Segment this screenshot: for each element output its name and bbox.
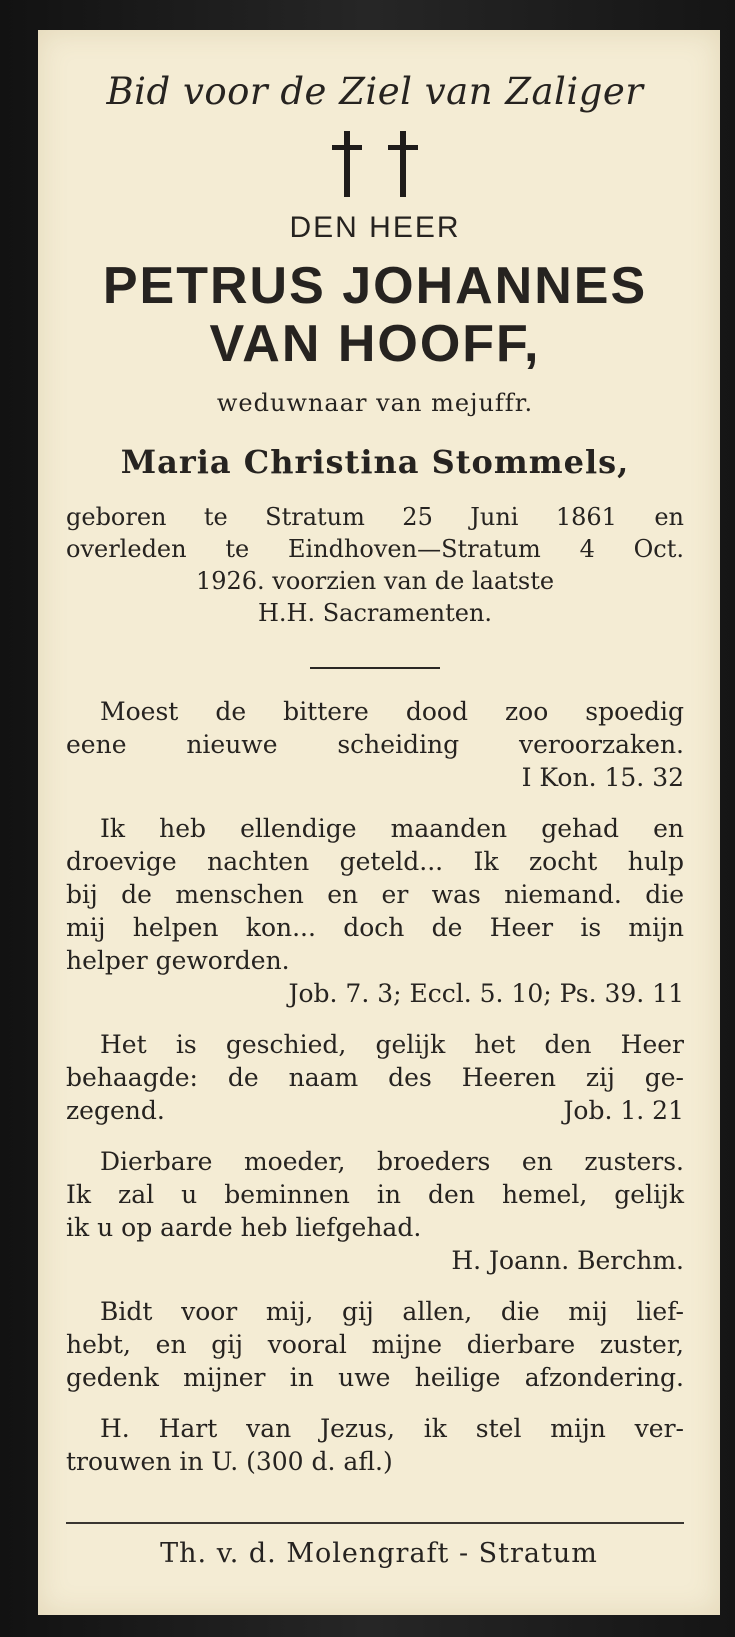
verse-line: Dierbare moeder, broeders en zusters. — [100, 1147, 684, 1176]
verse-line: mij helpen kon... doch de Heer is mijn — [66, 913, 684, 942]
verse — [66, 695, 684, 794]
verse — [66, 812, 684, 1010]
verse-line: gedenk mijner in uwe heilige afzondering. — [66, 1363, 684, 1392]
deceased-name-line-2: VAN HOOFF, — [209, 315, 541, 373]
birth-death-dates — [66, 501, 684, 629]
deceased-name-line-1: PETRUS JOHANNES — [102, 257, 648, 315]
verse-line: eene nieuwe scheiding veroorzaken. — [66, 730, 684, 759]
verse — [66, 1028, 684, 1127]
dates-line: overleden te Eindhoven—Stratum 4 Oct. — [66, 535, 684, 563]
widower-text: weduwnaar van mejuffr. — [216, 389, 534, 417]
prayer-heading: Bid voor de Ziel van Zaliger — [106, 70, 644, 113]
verse-line: Bidt voor mij, gij allen, die mij lief- — [100, 1297, 684, 1326]
cross-icon — [388, 131, 418, 197]
verse-reference: H. Joann. Berchm. — [451, 1246, 684, 1275]
verse-reference: I Kon. 15. 32 — [521, 763, 684, 792]
verse-reference: Job. 7. 3; Eccl. 5. 10; Ps. 39. 11 — [288, 979, 684, 1008]
verse-line: behaagde: de naam des Heeren zij ge- — [66, 1063, 684, 1092]
verse-line: bij de menschen en er was niemand. die — [66, 880, 684, 909]
printer-credit: Th. v. d. Molengraft - Stratum — [160, 1538, 598, 1569]
verse-line: H. Hart van Jezus, ik stel mijn ver- — [100, 1414, 684, 1443]
verse-line: hebt, en gij vooral mijne dierbare zuster, — [66, 1330, 684, 1359]
crosses — [66, 131, 684, 201]
verse-line: trouwen in U. (300 d. afl.) — [66, 1447, 393, 1476]
cross-icon — [332, 131, 362, 197]
verse-line: Moest de bittere dood zoo spoedig — [100, 697, 684, 726]
verse — [66, 1145, 684, 1277]
dates-line: H.H. Sacramenten. — [257, 599, 493, 627]
verse-line: droevige nachten geteld... Ik zocht hulp — [66, 847, 684, 876]
divider — [310, 667, 440, 669]
verse-line: Het is geschied, gelijk het den Heer — [100, 1030, 684, 1059]
verse-line: helper geworden. — [66, 946, 290, 975]
memorial-card — [38, 30, 720, 1615]
divider — [66, 1522, 684, 1524]
verse-reference: Job. 1. 21 — [563, 1096, 684, 1125]
dates-line: geboren te Stratum 25 Juni 1861 en — [66, 503, 684, 531]
verse-line: zegend. — [66, 1096, 165, 1125]
verse — [66, 1295, 684, 1394]
verse — [66, 1412, 684, 1478]
dates-line: 1926. voorzien van de laatste — [195, 567, 555, 595]
verse-line: Ik zal u beminnen in den hemel, gelijk — [66, 1180, 684, 1209]
title: DEN HEER — [289, 211, 461, 244]
verse-line: Ik heb ellendige maanden gehad en — [100, 814, 684, 843]
verse-line: ik u op aarde heb liefgehad. — [66, 1213, 422, 1242]
spouse-name: Maria Christina Stommels, — [120, 443, 630, 481]
